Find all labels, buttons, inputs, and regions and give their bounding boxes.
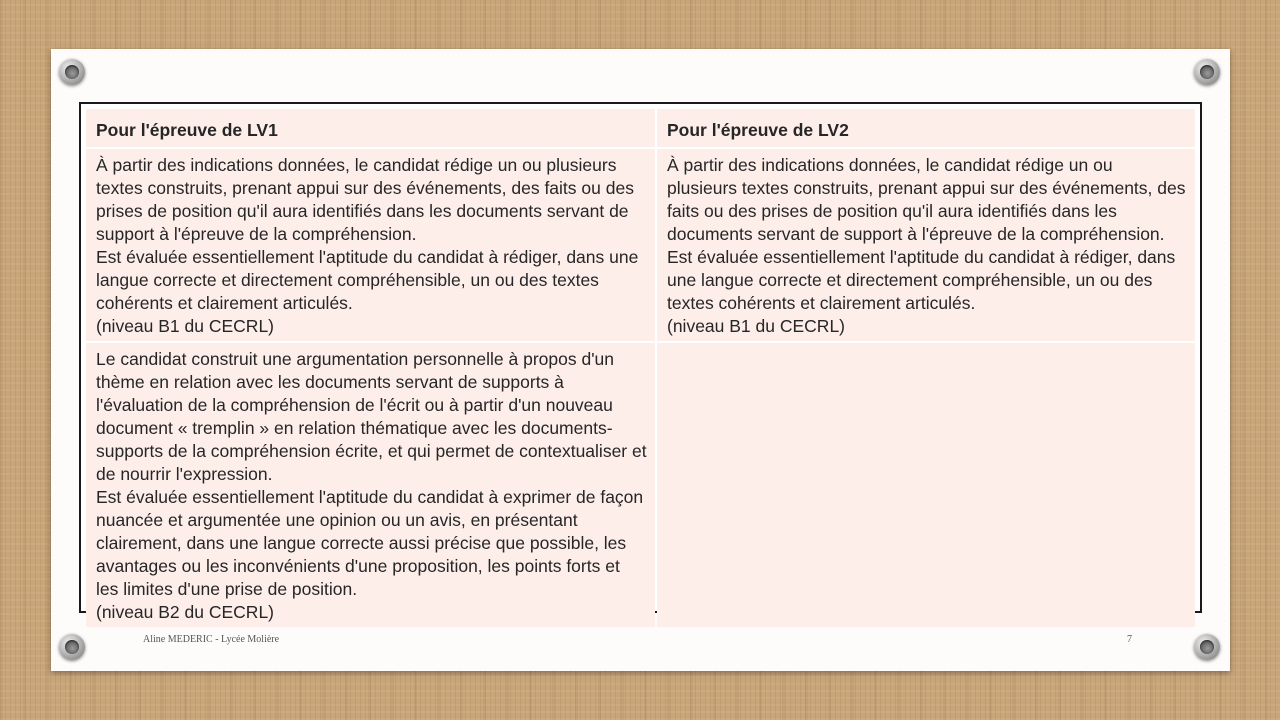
paragraph: À partir des indications données, le candidat rédige un ou plusieurs textes construits, prenant appui sur des événements, des faits ou des prises de position qu'il aura identifiés dans les documents servant de support à l'épreuve de la compréhension. — [667, 155, 1186, 244]
grommet-top-right-icon — [1194, 59, 1220, 85]
criteria-table-frame — [79, 102, 1202, 622]
grommet-bottom-right-icon — [1194, 634, 1220, 660]
table-row — [86, 343, 1195, 627]
grommet-bottom-left-icon — [59, 634, 85, 660]
level-note: (niveau B2 du CECRL) — [96, 602, 274, 622]
cell-lv1-row2 — [86, 343, 655, 627]
paragraph: Le candidat construit une argumentation personnelle à propos d'un thème en relation avec les documents servant de supports à l'évaluation de la compréhension de l'écrit ou à partir d'un nouveau document « tremplin » en relation thématique avec les documents-supports de la compréhension écrite, et qui permet de contextualiser et de nourrir l'expression. — [96, 349, 647, 484]
slide — [51, 49, 1230, 671]
footer-author: Aline MEDERIC - Lycée Molière — [143, 634, 280, 645]
paragraph: Est évaluée essentiellement l'aptitude du candidat à rédiger, dans une langue correcte et directement compréhensible, un ou des textes cohérents et clairement articulés. — [667, 247, 1176, 313]
header-lv1: Pour l'épreuve de LV1 — [86, 109, 655, 147]
level-note: (niveau B1 du CECRL) — [96, 316, 274, 336]
header-lv2: Pour l'épreuve de LV2 — [657, 109, 1195, 147]
table-row — [86, 149, 1195, 341]
criteria-table — [84, 107, 1197, 629]
paragraph: Est évaluée essentiellement l'aptitude du candidat à exprimer de façon nuancée et argumentée une opinion ou un avis, en présentant clairement, dans une langue correcte aussi précise que possible, les avantages ou les inconvénients d'une proposition, les points forts et les limites d'une prise de position. — [96, 487, 644, 599]
grommet-top-left-icon — [59, 59, 85, 85]
cell-lv1-row1 — [86, 149, 655, 341]
footer-page-number: 7 — [1127, 634, 1132, 645]
cell-lv2-row1 — [657, 149, 1195, 341]
paragraph: Est évaluée essentiellement l'aptitude du candidat à rédiger, dans une langue correcte et directement compréhensible, un ou des textes cohérents et clairement articulés. — [96, 247, 639, 313]
cell-lv2-row2-empty — [657, 343, 1195, 627]
paragraph: À partir des indications données, le candidat rédige un ou plusieurs textes construits, prenant appui sur des événements, des faits ou des prises de position qu'il aura identifiés dans les documents servant de support à l'épreuve de la compréhension. — [96, 155, 634, 244]
table-header-row — [86, 109, 1195, 147]
level-note: (niveau B1 du CECRL) — [667, 316, 845, 336]
